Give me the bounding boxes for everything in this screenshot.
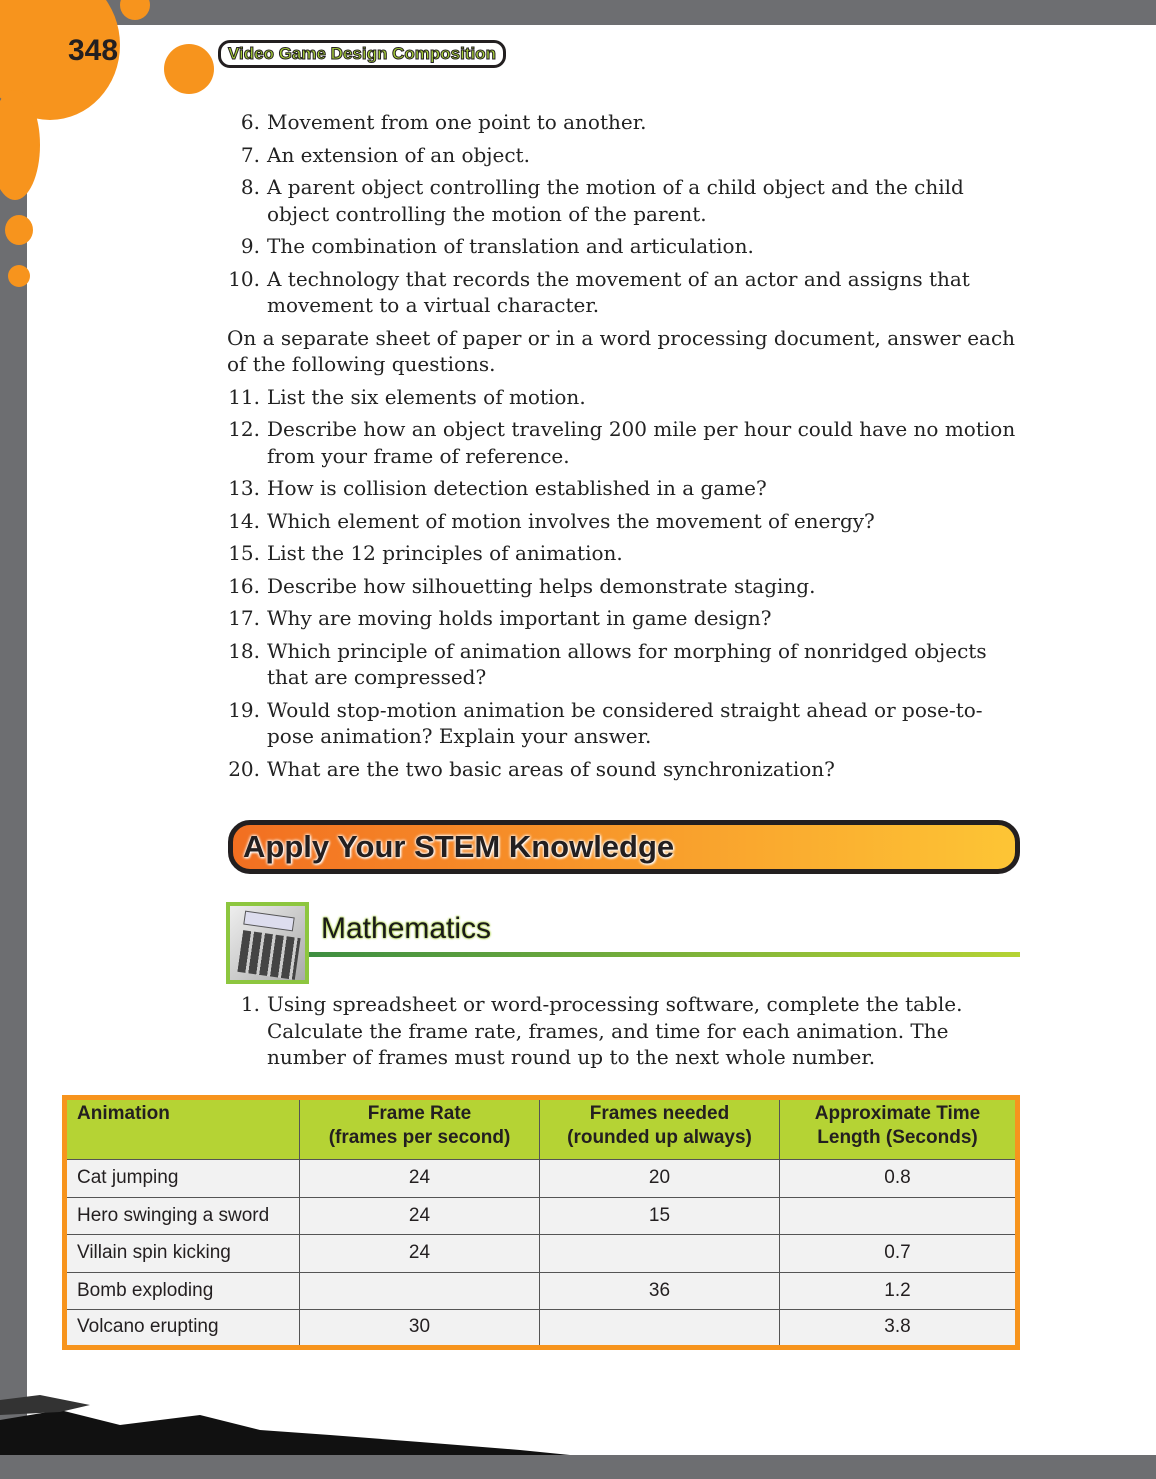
column-header: Frame Rate (frames per second) (300, 1098, 540, 1160)
animation-table (62, 1095, 1020, 1350)
list-item: 15. List the 12 principles of animation. (228, 541, 623, 565)
list-item: 18. Which principle of animation allows for morphing of nonridged objects that are compressed? (228, 638, 987, 689)
top-bar (0, 0, 1156, 25)
list-item: 10. A technology that records the movement of an actor and assigns that movement to a virtual character. (228, 266, 970, 317)
list-item: 14. Which element of motion involves the movement of energy? (228, 508, 875, 533)
bottom-bar (0, 1455, 1156, 1479)
calculator-icon (226, 902, 309, 984)
list-item: 8. A parent object controlling the motion of a child object and the child object controlling the motion of the parent. (240, 175, 964, 226)
stem-banner: Apply Your STEM Knowledge (228, 820, 1020, 874)
list-item: 13. How is collision detection established in a game? (228, 476, 767, 500)
instruction-text: On a separate sheet of paper or in a word processing document, answer each of the following questions. (227, 325, 1016, 376)
table-row: Cat jumping 24 20 0.8 (65, 1160, 1018, 1198)
list-item: 17. Why are moving holds important in game design? (228, 606, 772, 630)
list-item: 1. Using spreadsheet or word-processing software, complete the table. Calculate the frame rate, frames, and time for each animation. The number of frames must round up to the next whole number. (240, 992, 963, 1069)
book-title-logo: Video Game Design Composition (218, 40, 506, 68)
list-item: 7. An extension of an object. (240, 142, 530, 167)
section-heading: Mathematics (321, 912, 492, 945)
table-row: Hero swinging a sword 24 15 (65, 1197, 1018, 1235)
column-header: Frames needed (rounded up always) (540, 1098, 780, 1160)
list-item: 6. Movement from one point to another. (240, 110, 647, 134)
table-row: Villain spin kicking 24 0.7 (65, 1235, 1018, 1273)
list-item: 12. Describe how an object traveling 200 mile per hour could have no motion from your frame of reference. (228, 417, 1016, 468)
divider (309, 952, 1020, 957)
list-item: 9. The combination of translation and articulation. (240, 234, 754, 258)
table-row: Bomb exploding 36 1.2 (65, 1272, 1018, 1310)
table-header (65, 1098, 1018, 1160)
page-number: 348 (68, 34, 119, 67)
table-row: Volcano erupting 30 3.8 (65, 1310, 1018, 1348)
column-header: Animation (65, 1098, 300, 1160)
column-header: Approximate Time Length (Seconds) (780, 1098, 1018, 1160)
list-item: 11. List the six elements of motion. (228, 384, 586, 409)
review-list-a (227, 109, 1027, 788)
list-item: 19. Would stop-motion animation be considered straight ahead or pose-to-pose animation? Explain your answer. (228, 697, 983, 748)
list-item: 16. Describe how silhouetting helps demonstrate staging. (228, 573, 816, 598)
math-question (227, 991, 1027, 1077)
list-item: 20. What are the two basic areas of sound synchronization? (228, 756, 835, 781)
